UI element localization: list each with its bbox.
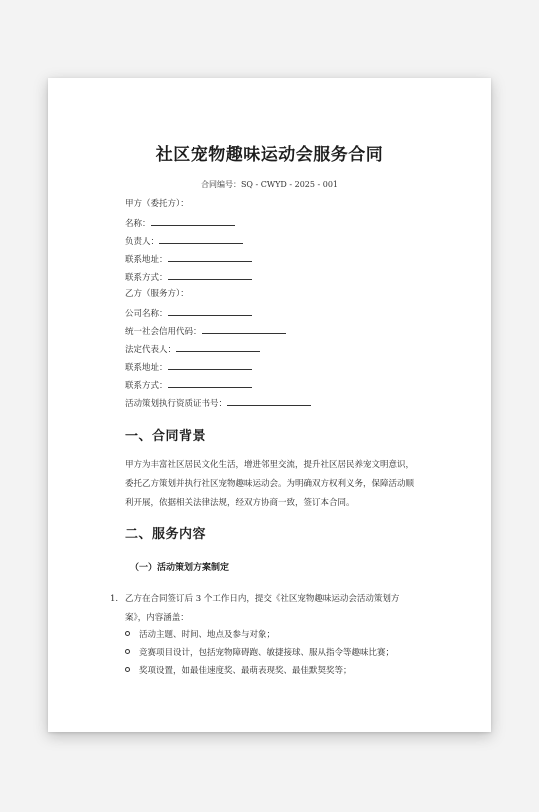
party-b-contact-label: 联系方式： (125, 381, 168, 391)
bullet-text: 奖项设置，如最佳速度奖、最萌表现奖、最佳默契奖等； (139, 666, 352, 676)
party-a-address-field (125, 252, 252, 266)
contract-page (48, 78, 491, 732)
list-item-body (125, 590, 425, 628)
party-b-legal-rep-field (125, 342, 260, 356)
party-b-contact-blank[interactable] (168, 378, 252, 388)
bullet-item (125, 629, 275, 641)
party-b-address-field (125, 360, 252, 374)
section-2-heading: 二、服务内容 (125, 527, 207, 542)
list-item-number: 1. (110, 594, 119, 604)
party-b-company-blank[interactable] (168, 306, 252, 316)
bullet-text: 竞赛项目设计，包括宠物障碍跑、敏捷接球、服从指令等趣味比赛； (139, 648, 395, 658)
section-2-subheading: （一）活动策划方案制定 (130, 563, 230, 573)
hollow-bullet-icon (125, 667, 130, 672)
contract-number: 合同编号：SQ - CWYD - 2025 - 001 (200, 180, 339, 189)
section-1-heading: 一、合同背景 (125, 429, 207, 444)
party-b-qualification-blank[interactable] (227, 396, 311, 406)
party-a-name-label: 名称： (125, 219, 151, 229)
party-a-owner-blank[interactable] (159, 234, 243, 244)
party-b-credit-code-label: 统一社会信用代码： (125, 327, 202, 337)
paragraph-line: 利开展，依据相关法律法规，经双方协商一致，签订本合同。 (125, 498, 355, 508)
party-a-contact-label: 联系方式： (125, 273, 168, 283)
hollow-bullet-icon (125, 631, 130, 636)
party-a-name-field (125, 216, 235, 230)
party-b-contact-field (125, 378, 252, 392)
party-b-heading: 乙方（服务方）： (125, 289, 189, 299)
party-b-legal-rep-blank[interactable] (176, 342, 260, 352)
party-b-credit-code-field (125, 324, 286, 338)
party-b-legal-rep-label: 法定代表人： (125, 345, 177, 355)
party-b-address-blank[interactable] (168, 360, 252, 370)
document-title: 社区宠物趣味运动会服务合同 (155, 145, 384, 165)
party-b-credit-code-blank[interactable] (202, 324, 286, 334)
party-b-qualification-field (125, 396, 311, 410)
section-1-paragraph (125, 456, 415, 513)
paragraph-line: 甲方为丰富社区居民文化生活，增进邻里交流，提升社区居民养宠文明意识， (125, 460, 415, 470)
party-b-company-field (125, 306, 252, 320)
bullet-item (125, 647, 394, 659)
party-a-contact-field (125, 270, 252, 284)
party-a-address-label: 联系地址： (125, 255, 168, 265)
party-a-address-blank[interactable] (168, 252, 252, 262)
party-a-owner-label: 负责人： (125, 237, 160, 247)
party-b-qualification-label: 活动策划执行资质证书号： (125, 399, 228, 409)
party-a-name-blank[interactable] (151, 216, 235, 226)
hollow-bullet-icon (125, 649, 130, 654)
party-b-address-label: 联系地址： (125, 363, 168, 373)
list-item-line: 案》，内容涵盖： (125, 613, 189, 623)
paragraph-line: 委托乙方策划并执行社区宠物趣味运动会。为明确双方权利义务，保障活动顺 (125, 479, 415, 489)
bullet-item (125, 665, 352, 677)
party-a-contact-blank[interactable] (168, 270, 252, 280)
bullet-text: 活动主题、时间、地点及参与对象； (139, 630, 276, 640)
party-a-heading: 甲方（委托方）： (125, 199, 189, 209)
party-b-company-label: 公司名称： (125, 309, 168, 319)
list-item-line: 乙方在合同签订后 3 个工作日内，提交《社区宠物趣味运动会活动策划方 (125, 594, 400, 604)
party-a-owner-field (125, 234, 243, 248)
